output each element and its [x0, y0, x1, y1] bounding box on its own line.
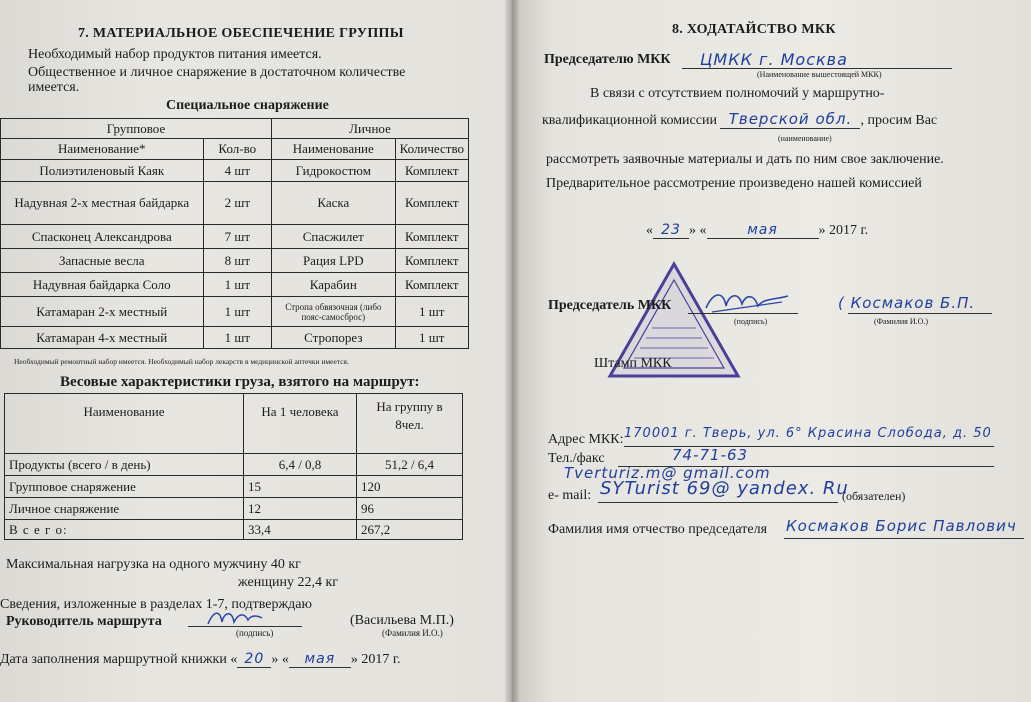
table-cell: 12: [244, 498, 357, 520]
chairman-caption-signature: (подпись): [734, 317, 768, 326]
chairman-label: Председатель МКК: [548, 298, 672, 313]
table-cell: Спасконец Александрова: [1, 225, 204, 249]
fill-date-row: [0, 651, 401, 668]
table-cell: Карабин: [272, 273, 396, 297]
weight-table-title: Весовые характеристики груза, взятого на маршрут:: [60, 374, 420, 390]
table-cell: Спасжилет: [272, 225, 396, 249]
intro-line-1: Необходимый набор продуктов питания имеется.: [28, 47, 322, 62]
review-date-row: [646, 222, 868, 239]
table-cell: 1 шт: [203, 297, 271, 327]
para-line-2-end: , просим Вас: [860, 113, 938, 128]
fill-date-month: мая: [289, 651, 351, 668]
email-line: [598, 502, 838, 503]
chairman-caption-fio: (Фамилия И.О.): [874, 317, 929, 326]
section-8-title: 8. ХОДАТАЙСТВО МКК: [672, 22, 836, 37]
table-cell: 1 шт: [203, 273, 271, 297]
chair-fio-line: [784, 538, 1024, 539]
right-page: [512, 0, 1031, 702]
table-row: [1, 249, 469, 273]
caption-commission-name: (наименование): [778, 134, 832, 143]
table-cell: Комплект: [395, 249, 468, 273]
table-cell: 8 шт: [203, 249, 271, 273]
table-cell: 2 шт: [203, 182, 271, 225]
table-cell: 15: [244, 476, 357, 498]
table-cell: Комплект: [395, 182, 468, 225]
chairman-name-line: [848, 313, 992, 314]
confirm-text: Сведения, изложенные в разделах 1-7, подтверждаю: [0, 597, 312, 612]
caption-higher-mkk: (Наименование вышестоящей МКК): [757, 70, 882, 79]
gear-col-name: Наименование*: [1, 139, 204, 160]
fill-date-day: 20: [237, 651, 271, 668]
table-cell: Полиэтиленовый Каяк: [1, 160, 204, 182]
weight-table: [4, 393, 463, 540]
table-cell: 51,2 / 6,4: [357, 454, 463, 476]
table-cell: 1 шт: [395, 297, 468, 327]
fill-date-mid: » «: [271, 652, 289, 667]
email-hand-top: Tverturiz.m@ gmail.com: [564, 464, 771, 482]
table-cell: Комплект: [395, 225, 468, 249]
review-date-mid: » «: [689, 223, 707, 238]
table-cell: 96: [357, 498, 463, 520]
section-7-title: 7. МАТЕРИАЛЬНОЕ ОБЕСПЕЧЕНИЕ ГРУППЫ: [78, 26, 404, 41]
table-cell: Стропа обвязочная (либо пояс-самосброс): [272, 297, 396, 327]
table-row: [1, 225, 469, 249]
chairman-name-hand: ( Космаков Б.П.: [838, 294, 976, 312]
table-cell: 267,2: [357, 520, 463, 540]
table-cell: Надувная 2-х местная байдарка: [1, 182, 204, 225]
max-load-women: женщину 22,4 кг: [238, 575, 339, 590]
para-line-2: [542, 110, 937, 129]
table-row: [1, 160, 469, 182]
table-cell: 4 шт: [203, 160, 271, 182]
table-cell: 120: [357, 476, 463, 498]
table-row: [1, 273, 469, 297]
chair-fio-label: Фамилия имя отчество председателя: [548, 522, 768, 537]
table-cell: Запасные весла: [1, 249, 204, 273]
leader-caption-fio: (Фамилия И.О.): [382, 628, 443, 638]
left-page: [0, 0, 512, 702]
intro-line-3: имеется.: [28, 80, 80, 95]
table-row: [5, 498, 463, 520]
table-cell: 33,4: [244, 520, 357, 540]
phone-label: Тел./факс: [548, 451, 605, 466]
address-hand: 170001 г. Тверь, ул. 6° Красина Слобода, д. 50: [624, 426, 992, 441]
gear-personal-header: Личное: [272, 119, 469, 139]
para-line-2-start: квалификационной комиссии: [542, 113, 717, 128]
fill-date-prefix: Дата заполнения маршрутной книжки «: [0, 652, 238, 667]
email-hand: SYTurist 69@ yandex. Ru: [600, 478, 849, 499]
table-row: [5, 476, 463, 498]
chair-fio-hand: Космаков Борис Павлович: [786, 517, 1017, 535]
weight-col-per-person: На 1 человека: [244, 394, 357, 454]
gear-footnote: Необходимый ремонтный набор имеется. Необходимый набор лекарств в медицинской аптечки имеется.: [14, 357, 349, 366]
leader-caption-signature: (подпись): [236, 628, 274, 638]
table-cell: Групповое снаряжение: [5, 476, 244, 498]
table-cell: В с е г о:: [5, 520, 244, 540]
gear-col-qty: Кол-во: [203, 139, 271, 160]
gear-table-title: Специальное снаряжение: [166, 98, 329, 113]
table-cell: 1 шт: [395, 327, 468, 349]
table-row: [1, 297, 469, 327]
weight-col-name: Наименование: [5, 394, 244, 454]
table-row: [1, 327, 469, 349]
gear-col-personal-name: Наименование: [272, 139, 396, 160]
weight-col-group: На группу в 8чел.: [357, 394, 463, 454]
table-row: [5, 520, 463, 540]
table-cell: Личное снаряжение: [5, 498, 244, 520]
table-cell: 1 шт: [203, 327, 271, 349]
review-date-day: 23: [653, 222, 689, 239]
table-cell: Гидрокостюм: [272, 160, 396, 182]
table-cell: Продукты (всего / в день): [5, 454, 244, 476]
table-cell: Катамаран 4-х местный: [1, 327, 204, 349]
leader-signature: [204, 606, 264, 630]
review-date-suffix: » 2017 г.: [818, 223, 869, 238]
table-cell: Комплект: [395, 273, 468, 297]
table-cell: Катамаран 2-х местный: [1, 297, 204, 327]
chairman-to-label: Председателю МКК: [544, 52, 671, 67]
table-cell: 6,4 / 0,8: [244, 454, 357, 476]
gear-col-personal-qty: Количество: [395, 139, 468, 160]
max-load-men: Максимальная нагрузка на одного мужчину 40 кг: [6, 557, 301, 572]
review-date-month: мая: [707, 222, 819, 239]
table-cell: 7 шт: [203, 225, 271, 249]
intro-line-2: Общественное и личное снаряжение в достаточном количестве: [28, 65, 406, 80]
table-cell: Стропорез: [272, 327, 396, 349]
email-required: (обязателен): [842, 489, 906, 503]
para-line-4: Предварительное рассмотрение произведено нашей комиссией: [546, 176, 922, 191]
para-line-1: В связи с отсутствием полномочий у маршрутно-: [590, 86, 885, 101]
fill-date-suffix: » 2017 г.: [350, 652, 401, 667]
email-label: е- mail:: [548, 488, 592, 503]
book-gutter: [505, 0, 519, 702]
review-date-open: «: [646, 223, 653, 238]
address-label: Адрес МКК:: [548, 432, 624, 447]
gear-table: [0, 118, 469, 349]
leader-name: (Васильева М.П.): [350, 613, 454, 628]
table-row: [5, 454, 463, 476]
stamp-label: Штамп МКК: [594, 356, 672, 371]
para-line-3: рассмотреть заявочные материалы и дать по ним свое заключение.: [546, 152, 944, 167]
table-cell: Комплект: [395, 160, 468, 182]
phone-hand: 74-71-63: [672, 446, 749, 464]
chairman-signature: [702, 288, 792, 318]
leader-label: Руководитель маршрута: [6, 614, 162, 629]
table-cell: Надувная байдарка Соло: [1, 273, 204, 297]
chairman-to-hand: ЦМКК г. Москва: [700, 50, 848, 69]
commission-name-hand: Тверской обл.: [720, 110, 860, 129]
table-row: [1, 182, 469, 225]
table-cell: Каска: [272, 182, 396, 225]
table-cell: Рация LPD: [272, 249, 396, 273]
gear-group-header: Групповое: [1, 119, 272, 139]
